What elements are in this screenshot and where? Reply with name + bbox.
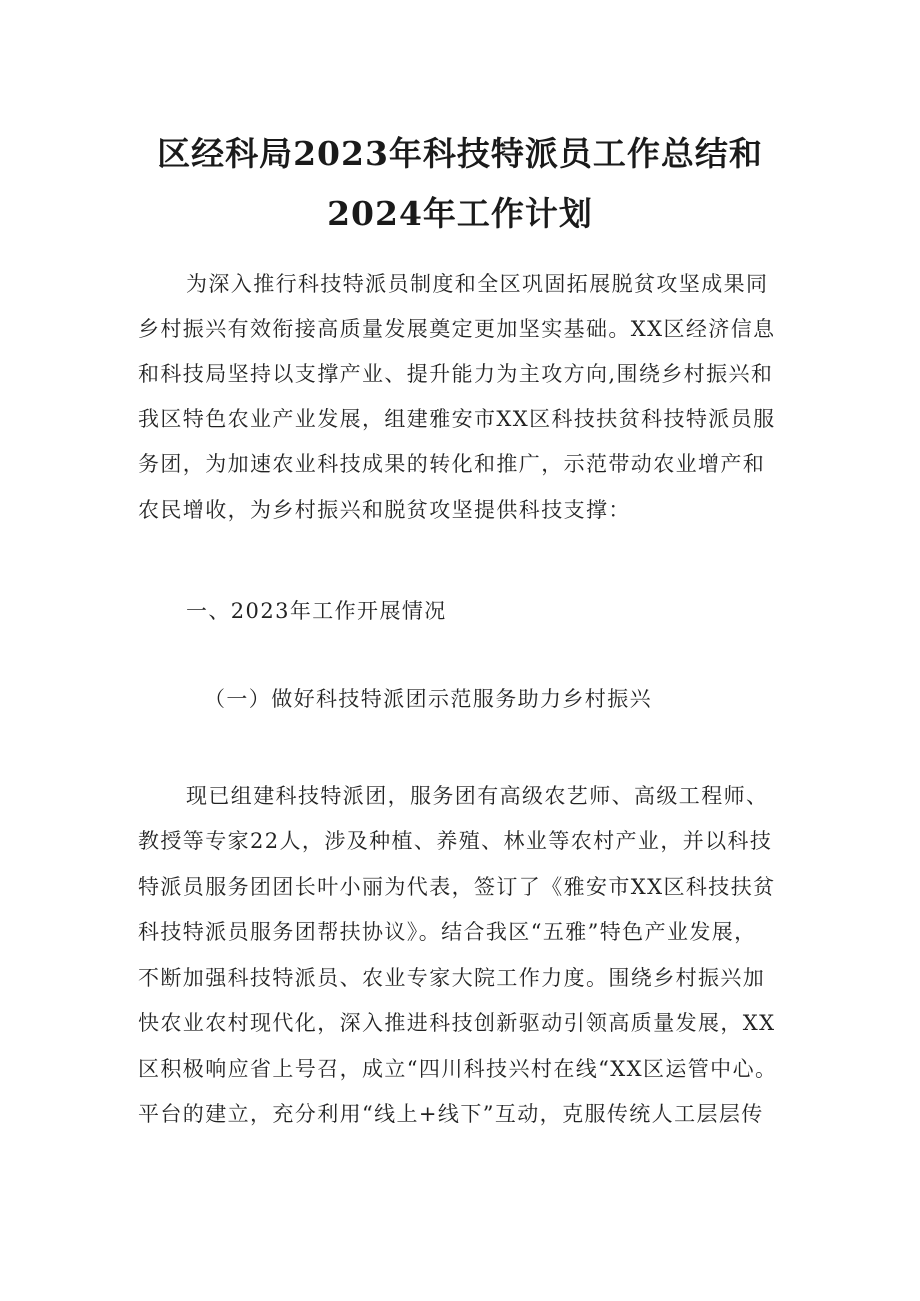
section-heading: 一、2023年工作开展情况	[186, 599, 447, 623]
body-line: 现已组建科技特派团，服务团有高级农艺师、高级工程师、	[186, 784, 769, 808]
intro-line: 和科技局坚持以支撑产业、提升能力为主攻方向,围绕乡村振兴和	[138, 362, 774, 386]
intro-line: 农民增收，为乡村振兴和脱贫攻坚提供科技支撑：	[138, 498, 631, 522]
body-line: 快农业农村现代化，深入推进科技创新驱动引领高质量发展，XX	[138, 1011, 776, 1035]
subsection-heading: （一）做好科技特派团示范服务助力乡村振兴	[204, 687, 652, 711]
intro-line: 务团，为加速农业科技成果的转化和推广，示范带动农业增产和	[138, 452, 766, 476]
body-line: 区积极响应省上号召，成立“四川科技兴村在线“XX区运管中心。	[138, 1057, 778, 1081]
body-line: 特派员服务团团长叶小丽为代表，签订了《雅安市XX区科技扶贫	[138, 875, 776, 899]
body-line: 平台的建立，充分利用“线上+线下”互动，克服传统人工层层传	[138, 1102, 764, 1126]
body-line: 科技特派员服务团帮扶协议》。结合我区“五雅”特色产业发展，	[138, 920, 757, 944]
document-title-line-2: 2024年工作计划	[327, 194, 593, 233]
body-line: 教授等专家22人，涉及种植、养殖、林业等农村产业，并以科技	[138, 829, 773, 853]
intro-line: 为深入推行科技特派员制度和全区巩固拓展脱贫攻坚成果同	[186, 272, 769, 296]
intro-line: 我区特色农业产业发展，组建雅安市XX区科技扶贫科技特派员服	[138, 407, 776, 431]
intro-line: 乡村振兴有效衔接高质量发展奠定更加坚实基础。XX区经济信息	[138, 317, 776, 341]
body-line: 不断加强科技特派员、农业专家大院工作力度。围绕乡村振兴加	[138, 966, 766, 990]
document-title-line-1: 区经科局2023年科技特派员工作总结和	[157, 134, 763, 173]
